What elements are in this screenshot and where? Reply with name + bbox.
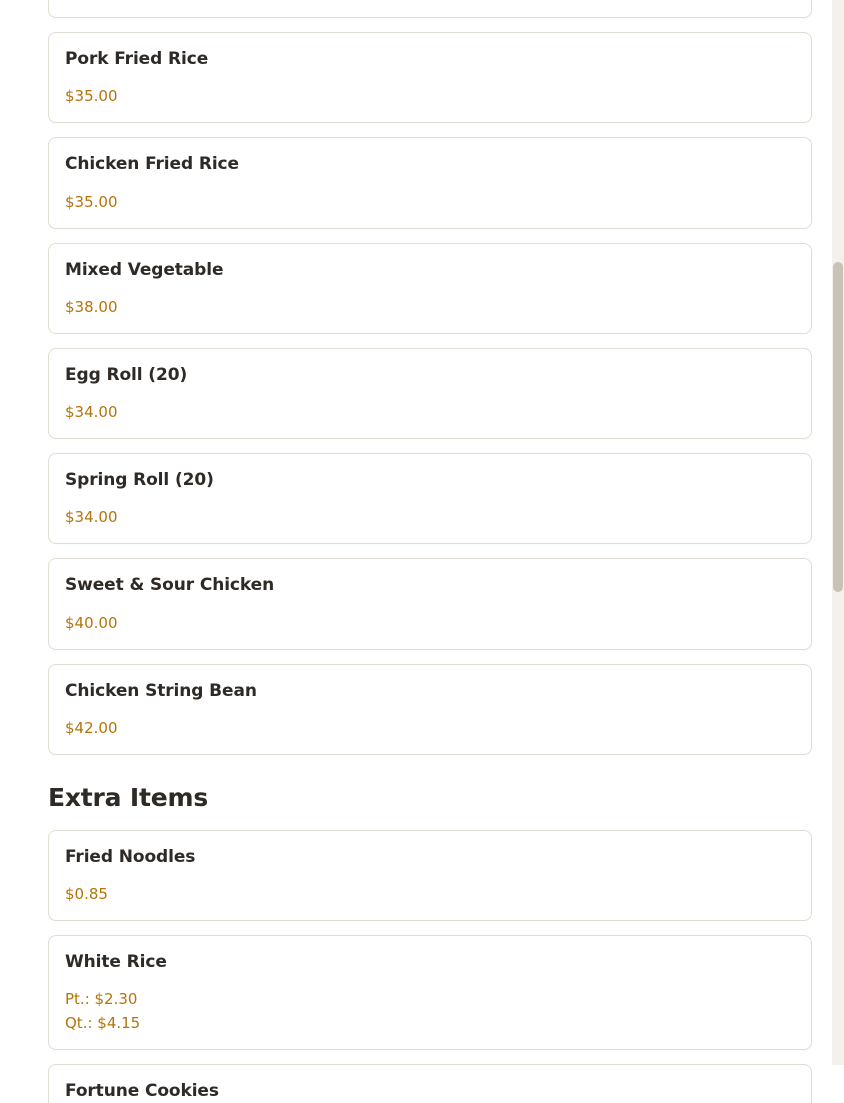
menu-item-card[interactable]: [48, 830, 812, 921]
menu-item-price: [65, 0, 795, 3]
menu-item-price-pint: Pt.: $2.30: [65, 990, 138, 1009]
scrollbar-thumb[interactable]: [833, 262, 843, 592]
menu-item-price-quart: Qt.: $4.15: [65, 1014, 141, 1033]
menu-item-price: $38.00: [65, 297, 118, 316]
menu-item-card[interactable]: [48, 243, 812, 334]
menu-item-name: Mixed Vegetable: [65, 259, 224, 280]
menu-item-name: Pork Fried Rice: [65, 49, 209, 69]
menu-item-name: Chicken String Bean: [65, 680, 257, 701]
menu-item-price: $35.00: [65, 87, 118, 106]
menu-item-name: Chicken Fried Rice: [65, 154, 239, 175]
menu-item-price: $40.00: [65, 613, 118, 632]
scrollbar-track[interactable]: [832, 0, 844, 1065]
menu-item-name: Sweet & Sour Chicken: [65, 575, 275, 596]
menu-item-price: $34.00: [65, 508, 118, 527]
menu-item-card[interactable]: [48, 664, 812, 755]
menu-item-name: White Rice: [65, 952, 167, 972]
menu-item-card[interactable]: [48, 32, 812, 123]
menu-item-card[interactable]: [48, 453, 812, 544]
menu-item-price: $34.00: [65, 403, 118, 421]
menu-item-card[interactable]: [48, 348, 812, 439]
menu-item-price: $0.85: [65, 885, 108, 903]
menu-item-name: Spring Roll (20): [65, 470, 214, 490]
menu-item-card[interactable]: [48, 935, 812, 1050]
menu-item-card[interactable]: [48, 558, 812, 649]
menu-item-card[interactable]: [48, 0, 812, 18]
menu-item-list: [48, 830, 812, 1103]
menu-item-name: Egg Roll (20): [65, 364, 188, 385]
menu-item-price: $42.00: [65, 718, 118, 737]
menu-item-price: $35.00: [65, 192, 118, 211]
menu-item-card[interactable]: [48, 1064, 812, 1103]
menu-item-card[interactable]: [48, 137, 812, 228]
menu-item-name: Fortune Cookies: [65, 1081, 219, 1102]
section-heading-extra-items: Extra Items: [48, 782, 208, 812]
menu-item-name: Fried Noodles: [65, 846, 196, 867]
menu-item-list: [48, 32, 812, 755]
